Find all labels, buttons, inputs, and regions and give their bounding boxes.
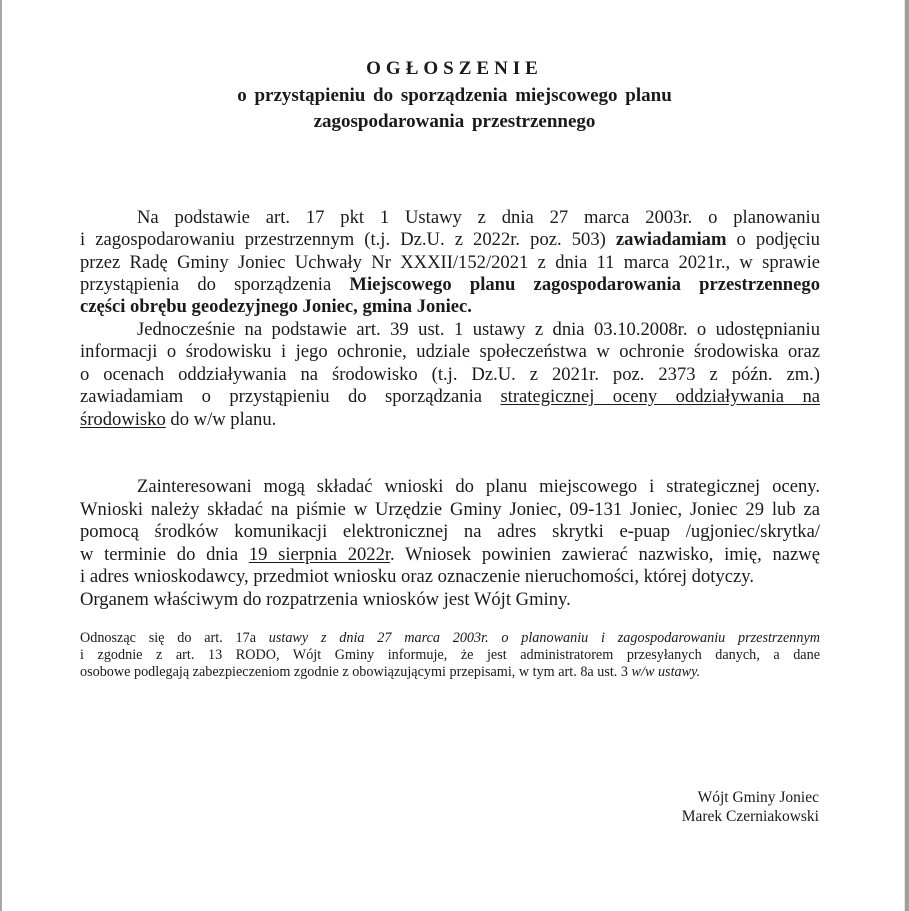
text-span: do w/w planu. [165, 409, 277, 430]
text-line: Organem właściwym do rozpatrzenia wniosków jest Wójt Gminy. [80, 589, 571, 610]
page-title: OGŁOSZENIE [366, 58, 543, 79]
text-span: w terminie do dnia [80, 544, 239, 565]
text-line [80, 386, 820, 408]
underlined-environment: środowisko [80, 409, 166, 430]
text-span: o podjęciu [736, 229, 820, 250]
text-line: przez Radę Gminy Joniec Uchwały Nr XXXII/152/2021 z dnia 11 marca 2021r., w sprawie [80, 252, 820, 273]
signatory-title: Wójt Gminy Joniec [697, 789, 819, 806]
text-line: i adres wnioskodawcy, przedmiot wniosku oraz oznaczenie nieruchomości, której dotyczy. [80, 566, 754, 587]
text-line: o ocenach oddziaływania na środowisko (t.j. Dz.U. z 2021r. poz. 2373 z późn. zm.) [80, 364, 820, 385]
scan-edge-left [0, 0, 2, 911]
text-span: i zagospodarowaniu przestrzennym (t.j. Dz.U. z 2022r. poz. 503) [80, 229, 606, 250]
deadline-date: 19 sierpnia 2022r [248, 544, 391, 565]
text-line [80, 630, 820, 647]
text-line [80, 274, 820, 296]
text-span: . Wniosek powinien zawierać nazwisko, imię, nazwę [390, 544, 820, 565]
italic-act-reference: w/w ustawy. [631, 664, 701, 680]
italic-act-reference: ustawy z dnia 27 marca 2003r. o planowaniu i zagospodarowaniu przestrzennym [268, 630, 820, 646]
scan-edge-right [905, 0, 909, 911]
text-line: Wnioski należy składać na piśmie w Urzędzie Gminy Joniec, 09-131 Joniec, Joniec 29 lub za [80, 499, 820, 520]
text-line: pomocą środków komunikacji elektronicznej na adres skrytki e-puap /ugjoniec/skrytka/ [80, 521, 820, 542]
text-line: Zainteresowani mogą składać wnioski do planu miejscowego i strategicznej oceny. [137, 476, 820, 497]
text-line [80, 229, 820, 251]
bold-notice-verb: zawiadamiam [615, 229, 727, 250]
text-span: przystąpienia do sporządzenia [80, 274, 332, 295]
subtitle-line-1: o przystąpieniu do sporządzenia miejscowego planu [237, 85, 672, 106]
text-span: zawiadamiam o przystąpieniu do sporządzania [80, 386, 483, 407]
subtitle-line-2: zagospodarowania przestrzennego [313, 111, 596, 132]
text-line [80, 409, 820, 431]
text-line: Jednocześnie na podstawie art. 39 ust. 1 ustawy z dnia 03.10.2008r. o udostępnianiu [137, 319, 820, 340]
bold-plan-name: Miejscowego planu zagospodarowania przestrzennego [349, 274, 820, 295]
text-span: osobowe podlegają zabezpieczeniom zgodnie z obowiązującymi przepisami, w tym art. 8a ust. 3 [80, 664, 628, 680]
text-line: i zgodnie z art. 13 RODO, Wójt Gminy informuje, że jest administratorem przesyłanych danych, a dane [80, 647, 820, 663]
text-line [80, 544, 820, 566]
text-line: Na podstawie art. 17 pkt 1 Ustawy z dnia 27 marca 2003r. o planowaniu [137, 207, 820, 228]
text-span: Odnosząc się do art. 17a [80, 630, 256, 646]
underlined-assessment: strategicznej oceny oddziaływania na [500, 386, 820, 407]
text-line: informacji o środowisku i jego ochronie, udziale społeczeństwa w ochronie środowiska oraz [80, 341, 820, 362]
text-line [80, 664, 820, 681]
bold-plan-area: części obrębu geodezyjnego Joniec, gmina Joniec. [80, 296, 472, 317]
signatory-name: Marek Czerniakowski [681, 808, 819, 825]
